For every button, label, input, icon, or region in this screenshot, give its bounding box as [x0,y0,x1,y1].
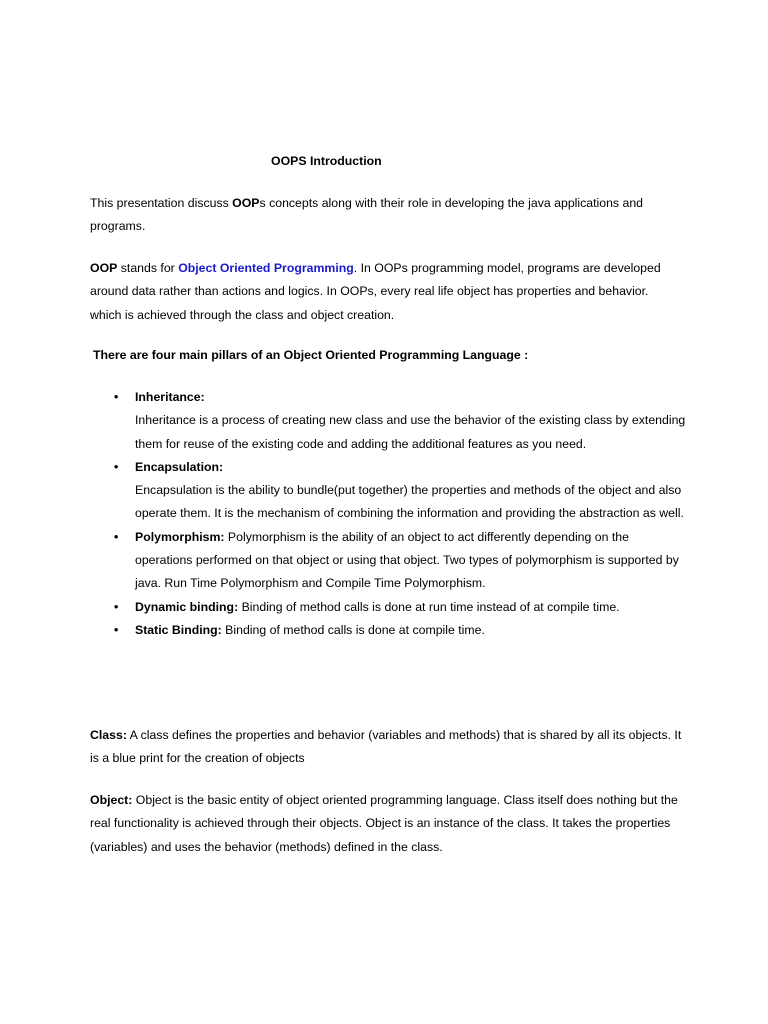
oop-full-name-link[interactable]: Object Oriented Programming [178,261,354,275]
class-definition-paragraph [90,724,682,771]
pillar-item-static-binding [90,619,686,642]
object-definition-text: Object is the basic entity of object oriented programming language. Class itself does nothing but the real functionality is achieved through their objects. Object is an instance of the class. It takes the properties (variables) and uses the behavior (methods) defined in the class. [90,793,678,854]
object-term: Object: [90,793,133,807]
class-term: Class: [90,728,127,742]
intro-text-before: This presentation discuss [90,196,233,210]
bullet-icon: • [114,622,119,637]
bullet-icon: • [114,459,119,474]
page-title: OOPS Introduction [271,154,382,168]
intro-text-after: s concepts along with their role in developing the java applications and programs. [90,196,644,234]
pillar-item-polymorphism [90,526,686,596]
pillar-term: Inheritance: [135,390,205,404]
pillar-item-inheritance [90,386,686,456]
oop-stands-for: stands for [117,261,179,275]
pillar-term: Dynamic binding: [135,599,239,614]
pillar-term: Polymorphism: [135,529,225,544]
bullet-icon: • [114,390,119,404]
pillars-list [90,386,686,642]
oop-definition-paragraph [90,257,682,327]
pillar-text: Binding of method calls is done at run time instead of at compile time. [238,599,620,614]
pillar-term: Static Binding: [135,622,222,637]
pillar-text: Polymorphism is the ability of an object to act differently depending on the operations performed on that object or using that object. Two types of polymorphism is supported by java. Run Time Polymorphism and Compile Time Polymorphism. [135,529,679,591]
bullet-icon: • [114,529,119,544]
pillar-term: Encapsulation: [135,459,224,474]
oop-term: OOP [90,261,118,275]
object-definition-paragraph [90,789,682,859]
pillar-text: Encapsulation is the ability to bundle(put together) the properties and methods of the object and also operate them. It is the mechanism of combining the information and providing the abstraction as well. [135,483,684,521]
intro-oop-term: OOP [232,196,260,210]
pillar-item-dynamic-binding [90,596,686,619]
intro-paragraph [90,192,682,239]
bullet-icon: • [114,599,119,614]
oop-definition-text: . In OOPs programming model, programs are developed around data rather than actions and logics. In OOPs, every real life object has properties and behavior. which is achieved through the class and object creation. [90,261,661,322]
pillars-heading: There are four main pillars of an Object Oriented Programming Language : [93,348,529,362]
class-definition-text: A class defines the properties and behavior (variables and methods) that is shared by all its objects. It is a blue print for the creation of objects [90,728,682,766]
pillar-item-encapsulation [90,456,686,526]
pillar-text: Binding of method calls is done at compile time. [221,622,485,637]
pillar-text: Inheritance is a process of creating new class and use the behavior of the existing class by extending them for reuse of the existing code and adding the additional features as you need. [135,413,686,451]
